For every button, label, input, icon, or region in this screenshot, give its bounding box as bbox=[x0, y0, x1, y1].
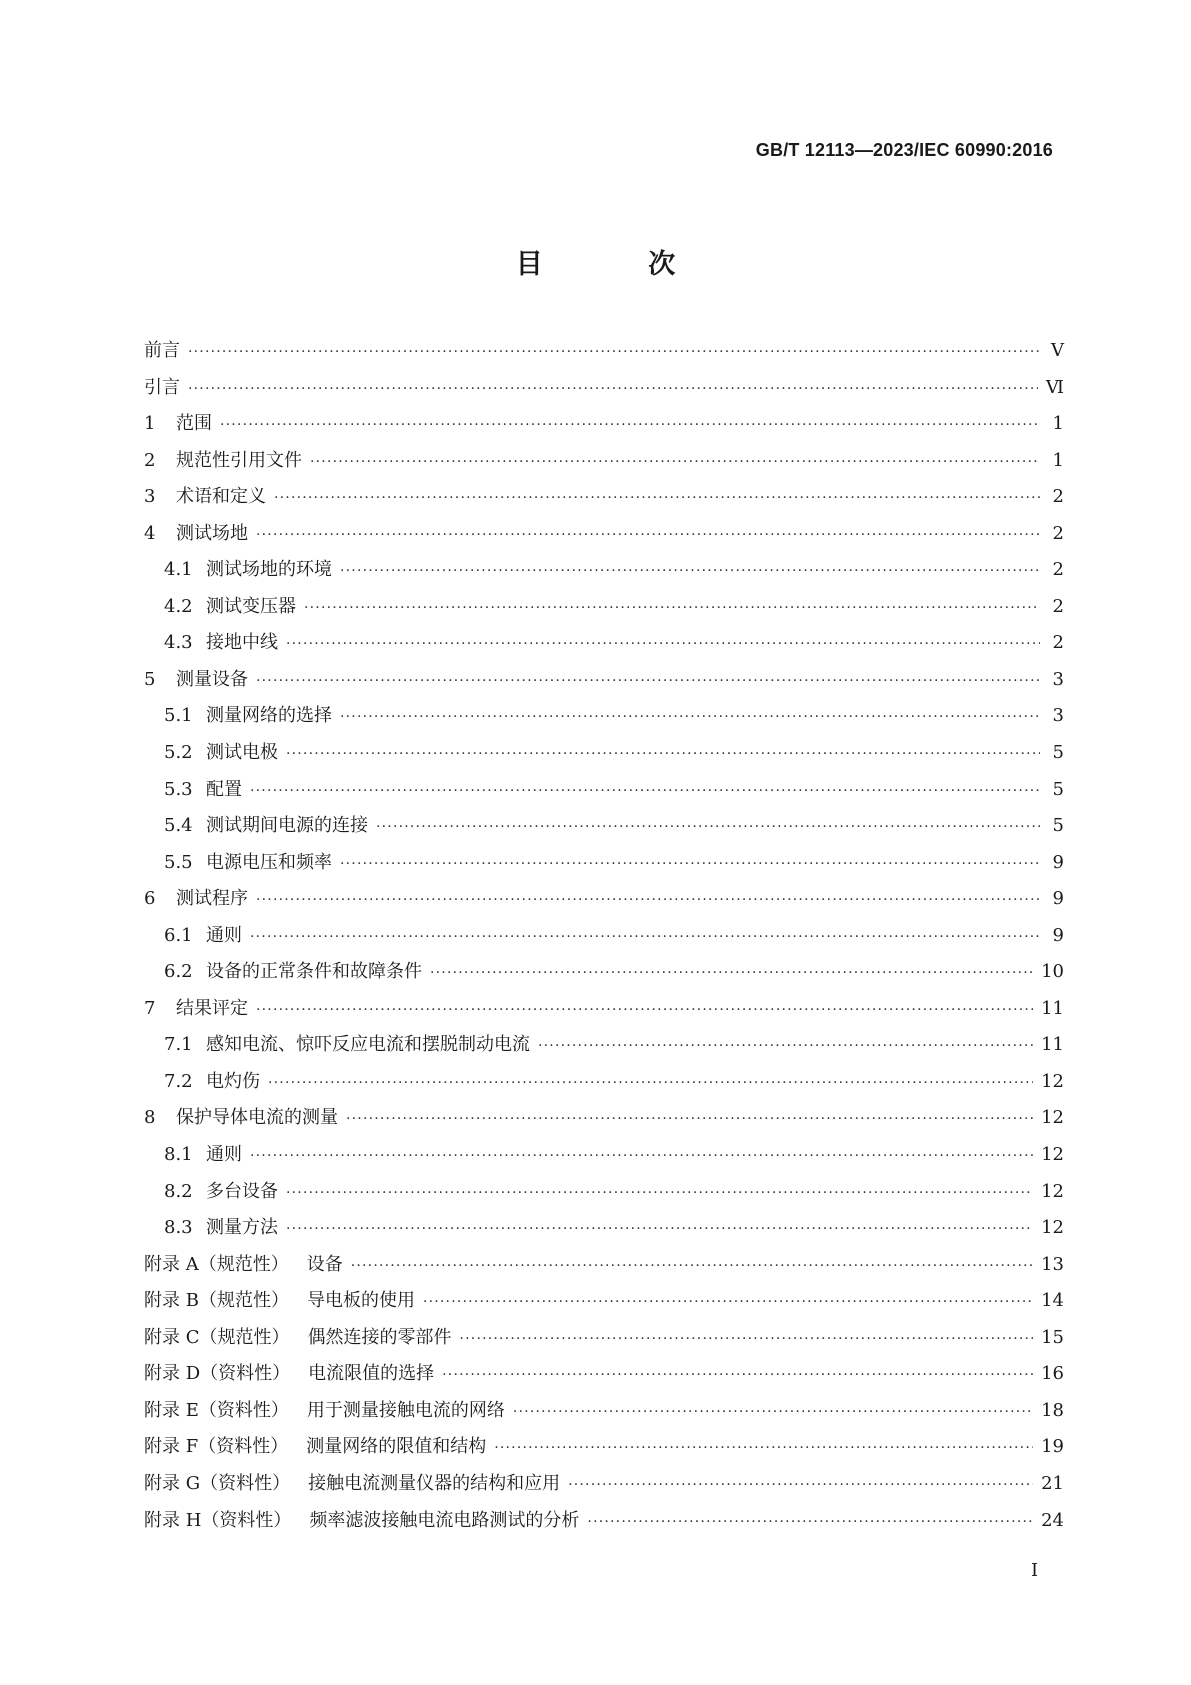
toc-dot-leader bbox=[351, 1258, 1033, 1274]
toc-entry-title: 配置 bbox=[206, 778, 242, 800]
toc-entry[interactable] bbox=[144, 628, 1064, 665]
toc-dot-leader bbox=[274, 490, 1040, 506]
toc-entry-annex-prefix: 附录 F（资料性） bbox=[144, 1436, 289, 1458]
toc-entry[interactable] bbox=[144, 957, 1064, 994]
toc-entry-number: 5.4 bbox=[164, 815, 193, 837]
toc-entry-page: 14 bbox=[1041, 1290, 1064, 1312]
toc-entry-annex-prefix: 附录 D（资料性） bbox=[144, 1363, 291, 1385]
toc-entry-page: 2 bbox=[1052, 486, 1064, 508]
toc-entry-number: 7.1 bbox=[164, 1034, 193, 1056]
toc-entry[interactable] bbox=[144, 555, 1064, 592]
toc-entry-page: 11 bbox=[1041, 997, 1064, 1019]
toc-entry-page: 5 bbox=[1052, 778, 1064, 800]
toc-entry[interactable] bbox=[144, 1140, 1064, 1177]
toc-entry-page: 11 bbox=[1041, 1034, 1064, 1056]
toc-dot-leader bbox=[256, 892, 1040, 908]
toc-dot-leader bbox=[568, 1477, 1033, 1493]
toc-entry-number: 5 bbox=[144, 668, 156, 690]
table-of-contents bbox=[144, 336, 1064, 1542]
toc-dot-leader bbox=[188, 381, 1038, 397]
toc-dot-leader bbox=[538, 1038, 1033, 1054]
toc-entry-number: 7.2 bbox=[164, 1070, 193, 1092]
toc-entry-title: 感知电流、惊吓反应电流和摆脱制动电流 bbox=[206, 1034, 530, 1056]
toc-entry-page: 2 bbox=[1052, 559, 1064, 581]
toc-entry[interactable] bbox=[144, 1469, 1064, 1506]
toc-entry-page: 15 bbox=[1041, 1326, 1064, 1348]
toc-dot-leader bbox=[340, 856, 1040, 872]
toc-entry-number: 5.5 bbox=[164, 851, 193, 873]
toc-entry[interactable] bbox=[144, 848, 1064, 885]
toc-entry[interactable] bbox=[144, 1213, 1064, 1250]
toc-entry[interactable] bbox=[144, 1359, 1064, 1396]
toc-entry-title: 测试电极 bbox=[206, 742, 278, 764]
toc-entry-number: 6.1 bbox=[164, 924, 193, 946]
toc-entry-title: 测量方法 bbox=[206, 1217, 278, 1239]
toc-entry-title: 电源电压和频率 bbox=[206, 851, 332, 873]
toc-dot-leader bbox=[256, 527, 1040, 543]
toc-entry-number: 8.2 bbox=[164, 1180, 193, 1202]
standard-number: GB/T 12113—2023/IEC 60990:2016 bbox=[755, 140, 1053, 160]
toc-entry-page: 12 bbox=[1041, 1180, 1064, 1202]
toc-dot-leader bbox=[340, 563, 1040, 579]
toc-entry[interactable] bbox=[144, 482, 1064, 519]
toc-entry-title: 前言 bbox=[144, 340, 180, 361]
toc-entry-number: 5.2 bbox=[164, 742, 193, 764]
toc-entry-number: 4.3 bbox=[164, 632, 193, 654]
toc-dot-leader bbox=[250, 929, 1040, 945]
toc-entry-title: 通则 bbox=[206, 1144, 242, 1166]
toc-dot-leader bbox=[250, 783, 1040, 799]
toc-entry-title: 测量网络的选择 bbox=[206, 705, 332, 727]
toc-entry-number: 8 bbox=[144, 1107, 156, 1129]
toc-dot-leader bbox=[286, 746, 1040, 762]
toc-entry-page: 9 bbox=[1052, 924, 1064, 946]
toc-entry-page: 5 bbox=[1052, 815, 1064, 837]
toc-entry-page: 10 bbox=[1041, 961, 1064, 983]
toc-entry-annex-prefix: 附录 H（资料性） bbox=[144, 1509, 292, 1531]
toc-entry[interactable] bbox=[144, 336, 1064, 373]
toc-entry-page: 1 bbox=[1052, 413, 1064, 435]
toc-entry[interactable] bbox=[144, 1432, 1064, 1469]
toc-dot-leader bbox=[304, 600, 1040, 616]
toc-entry-title: 设备 bbox=[306, 1253, 343, 1275]
toc-dot-leader bbox=[460, 1331, 1034, 1347]
toc-dot-leader bbox=[250, 1148, 1033, 1164]
toc-entry-title: 测量设备 bbox=[176, 668, 248, 690]
toc-entry[interactable] bbox=[144, 373, 1064, 410]
toc-entry[interactable] bbox=[144, 1030, 1064, 1067]
page-title: 目 次 bbox=[515, 249, 724, 280]
toc-entry-page: 21 bbox=[1041, 1472, 1064, 1494]
toc-dot-leader bbox=[256, 1002, 1033, 1018]
toc-entry-number: 5.3 bbox=[164, 778, 193, 800]
toc-entry-title: 术语和定义 bbox=[176, 486, 266, 508]
toc-entry-page: 1 bbox=[1052, 449, 1064, 471]
toc-entry[interactable] bbox=[144, 1250, 1064, 1287]
toc-entry-number: 3 bbox=[144, 486, 156, 508]
toc-entry-page: 18 bbox=[1041, 1399, 1064, 1421]
toc-entry-title: 频率滤波接触电流电路测试的分析 bbox=[309, 1509, 580, 1531]
toc-entry-page: 2 bbox=[1052, 522, 1064, 544]
toc-entry-page: 12 bbox=[1041, 1070, 1064, 1092]
toc-dot-leader bbox=[220, 417, 1040, 433]
toc-entry-title: 接触电流测量仪器的结构和应用 bbox=[308, 1472, 561, 1494]
toc-entry-page: 3 bbox=[1052, 705, 1064, 727]
toc-entry-number: 4.2 bbox=[164, 595, 193, 617]
toc-entry-title: 多台设备 bbox=[206, 1180, 278, 1202]
toc-entry-page: 2 bbox=[1052, 632, 1064, 654]
toc-entry-page: 5 bbox=[1052, 742, 1064, 764]
toc-entry[interactable] bbox=[144, 446, 1064, 483]
toc-entry-title: 测试期间电源的连接 bbox=[206, 815, 368, 837]
toc-entry-title: 保护导体电流的测量 bbox=[176, 1107, 338, 1129]
toc-dot-leader bbox=[310, 454, 1040, 470]
toc-entry-number: 8.3 bbox=[164, 1217, 193, 1239]
toc-entry[interactable] bbox=[144, 409, 1064, 446]
toc-entry-number: 6 bbox=[144, 888, 156, 910]
toc-entry-page: 12 bbox=[1041, 1217, 1064, 1239]
toc-entry-title: 测量网络的限值和结构 bbox=[306, 1436, 487, 1458]
toc-entry-title: 设备的正常条件和故障条件 bbox=[206, 961, 422, 983]
toc-entry-page: 16 bbox=[1041, 1363, 1064, 1385]
toc-entry[interactable] bbox=[144, 701, 1064, 738]
toc-entry-title: 用于测量接触电流的网络 bbox=[306, 1399, 505, 1421]
toc-dot-leader bbox=[376, 819, 1040, 835]
toc-entry-page: 2 bbox=[1052, 595, 1064, 617]
toc-entry[interactable] bbox=[144, 592, 1064, 629]
toc-entry-title: 导电板的使用 bbox=[306, 1290, 415, 1312]
toc-entry-title: 通则 bbox=[206, 924, 242, 946]
toc-entry-annex-prefix: 附录 E（资料性） bbox=[144, 1399, 289, 1421]
toc-dot-leader bbox=[494, 1440, 1033, 1456]
toc-entry[interactable] bbox=[144, 884, 1064, 921]
toc-entry[interactable] bbox=[144, 921, 1064, 958]
toc-entry[interactable] bbox=[144, 738, 1064, 775]
toc-dot-leader bbox=[442, 1367, 1033, 1383]
toc-dot-leader bbox=[286, 1221, 1033, 1237]
toc-entry-page: 24 bbox=[1041, 1509, 1064, 1531]
toc-entry[interactable] bbox=[144, 1177, 1064, 1214]
toc-entry-number: 7 bbox=[144, 997, 156, 1019]
toc-entry-title: 规范性引用文件 bbox=[176, 449, 302, 471]
toc-entry-number: 4.1 bbox=[164, 559, 193, 581]
toc-dot-leader bbox=[346, 1111, 1033, 1127]
toc-entry[interactable] bbox=[144, 811, 1064, 848]
toc-entry-page: 3 bbox=[1052, 668, 1064, 690]
toc-entry[interactable] bbox=[144, 1067, 1064, 1104]
toc-entry-number: 1 bbox=[144, 413, 156, 435]
toc-entry-title: 电灼伤 bbox=[206, 1070, 260, 1092]
page-folio: I bbox=[1031, 1560, 1039, 1581]
toc-dot-leader bbox=[268, 1075, 1033, 1091]
toc-dot-leader bbox=[188, 344, 1040, 360]
toc-entry-annex-prefix: 附录 C（规范性） bbox=[144, 1326, 290, 1348]
toc-dot-leader bbox=[340, 709, 1040, 725]
toc-entry[interactable] bbox=[144, 775, 1064, 812]
toc-entry-title: 测试程序 bbox=[176, 888, 248, 910]
toc-entry-annex-prefix: 附录 A（规范性） bbox=[144, 1253, 289, 1275]
toc-dot-leader bbox=[286, 636, 1040, 652]
toc-dot-leader bbox=[256, 673, 1040, 689]
toc-entry[interactable] bbox=[144, 665, 1064, 702]
toc-entry-title: 结果评定 bbox=[176, 997, 248, 1019]
toc-entry-number: 4 bbox=[144, 522, 156, 544]
toc-entry-number: 6.2 bbox=[164, 961, 193, 983]
toc-entry-title: 测试变压器 bbox=[206, 595, 296, 617]
toc-entry-number: 5.1 bbox=[164, 705, 193, 727]
toc-entry[interactable] bbox=[144, 1286, 1064, 1323]
toc-entry-number: 8.1 bbox=[164, 1144, 193, 1166]
toc-entry-title: 测试场地 bbox=[176, 522, 248, 544]
toc-entry-page: 19 bbox=[1041, 1436, 1064, 1458]
toc-dot-leader bbox=[286, 1185, 1033, 1201]
toc-entry-page: 12 bbox=[1041, 1107, 1064, 1129]
toc-entry[interactable] bbox=[144, 994, 1064, 1031]
toc-entry-page: Ⅴ bbox=[1051, 340, 1064, 361]
toc-entry-page: 12 bbox=[1041, 1144, 1064, 1166]
toc-entry-title: 引言 bbox=[144, 376, 180, 398]
toc-entry-page: 9 bbox=[1052, 851, 1064, 873]
toc-entry[interactable] bbox=[144, 1103, 1064, 1140]
toc-dot-leader bbox=[423, 1294, 1033, 1310]
toc-entry-page: 9 bbox=[1052, 888, 1064, 910]
toc-entry[interactable] bbox=[144, 1323, 1064, 1360]
toc-entry-title: 电流限值的选择 bbox=[308, 1363, 435, 1385]
toc-entry-page: 13 bbox=[1041, 1253, 1064, 1275]
toc-dot-leader bbox=[430, 965, 1033, 981]
toc-entry-annex-prefix: 附录 G（资料性） bbox=[144, 1472, 291, 1494]
toc-entry[interactable] bbox=[144, 1506, 1064, 1543]
toc-entry-title: 偶然连接的零部件 bbox=[307, 1326, 452, 1348]
toc-dot-leader bbox=[513, 1404, 1033, 1420]
toc-entry[interactable] bbox=[144, 519, 1064, 556]
toc-entry-title: 接地中线 bbox=[206, 632, 278, 654]
toc-entry-page: Ⅵ bbox=[1045, 376, 1064, 398]
toc-entry[interactable] bbox=[144, 1396, 1064, 1433]
toc-dot-leader bbox=[587, 1514, 1033, 1530]
toc-entry-title: 范围 bbox=[176, 413, 212, 435]
toc-entry-title: 测试场地的环境 bbox=[206, 559, 332, 581]
toc-entry-annex-prefix: 附录 B（规范性） bbox=[144, 1290, 289, 1312]
toc-entry-number: 2 bbox=[144, 449, 156, 471]
